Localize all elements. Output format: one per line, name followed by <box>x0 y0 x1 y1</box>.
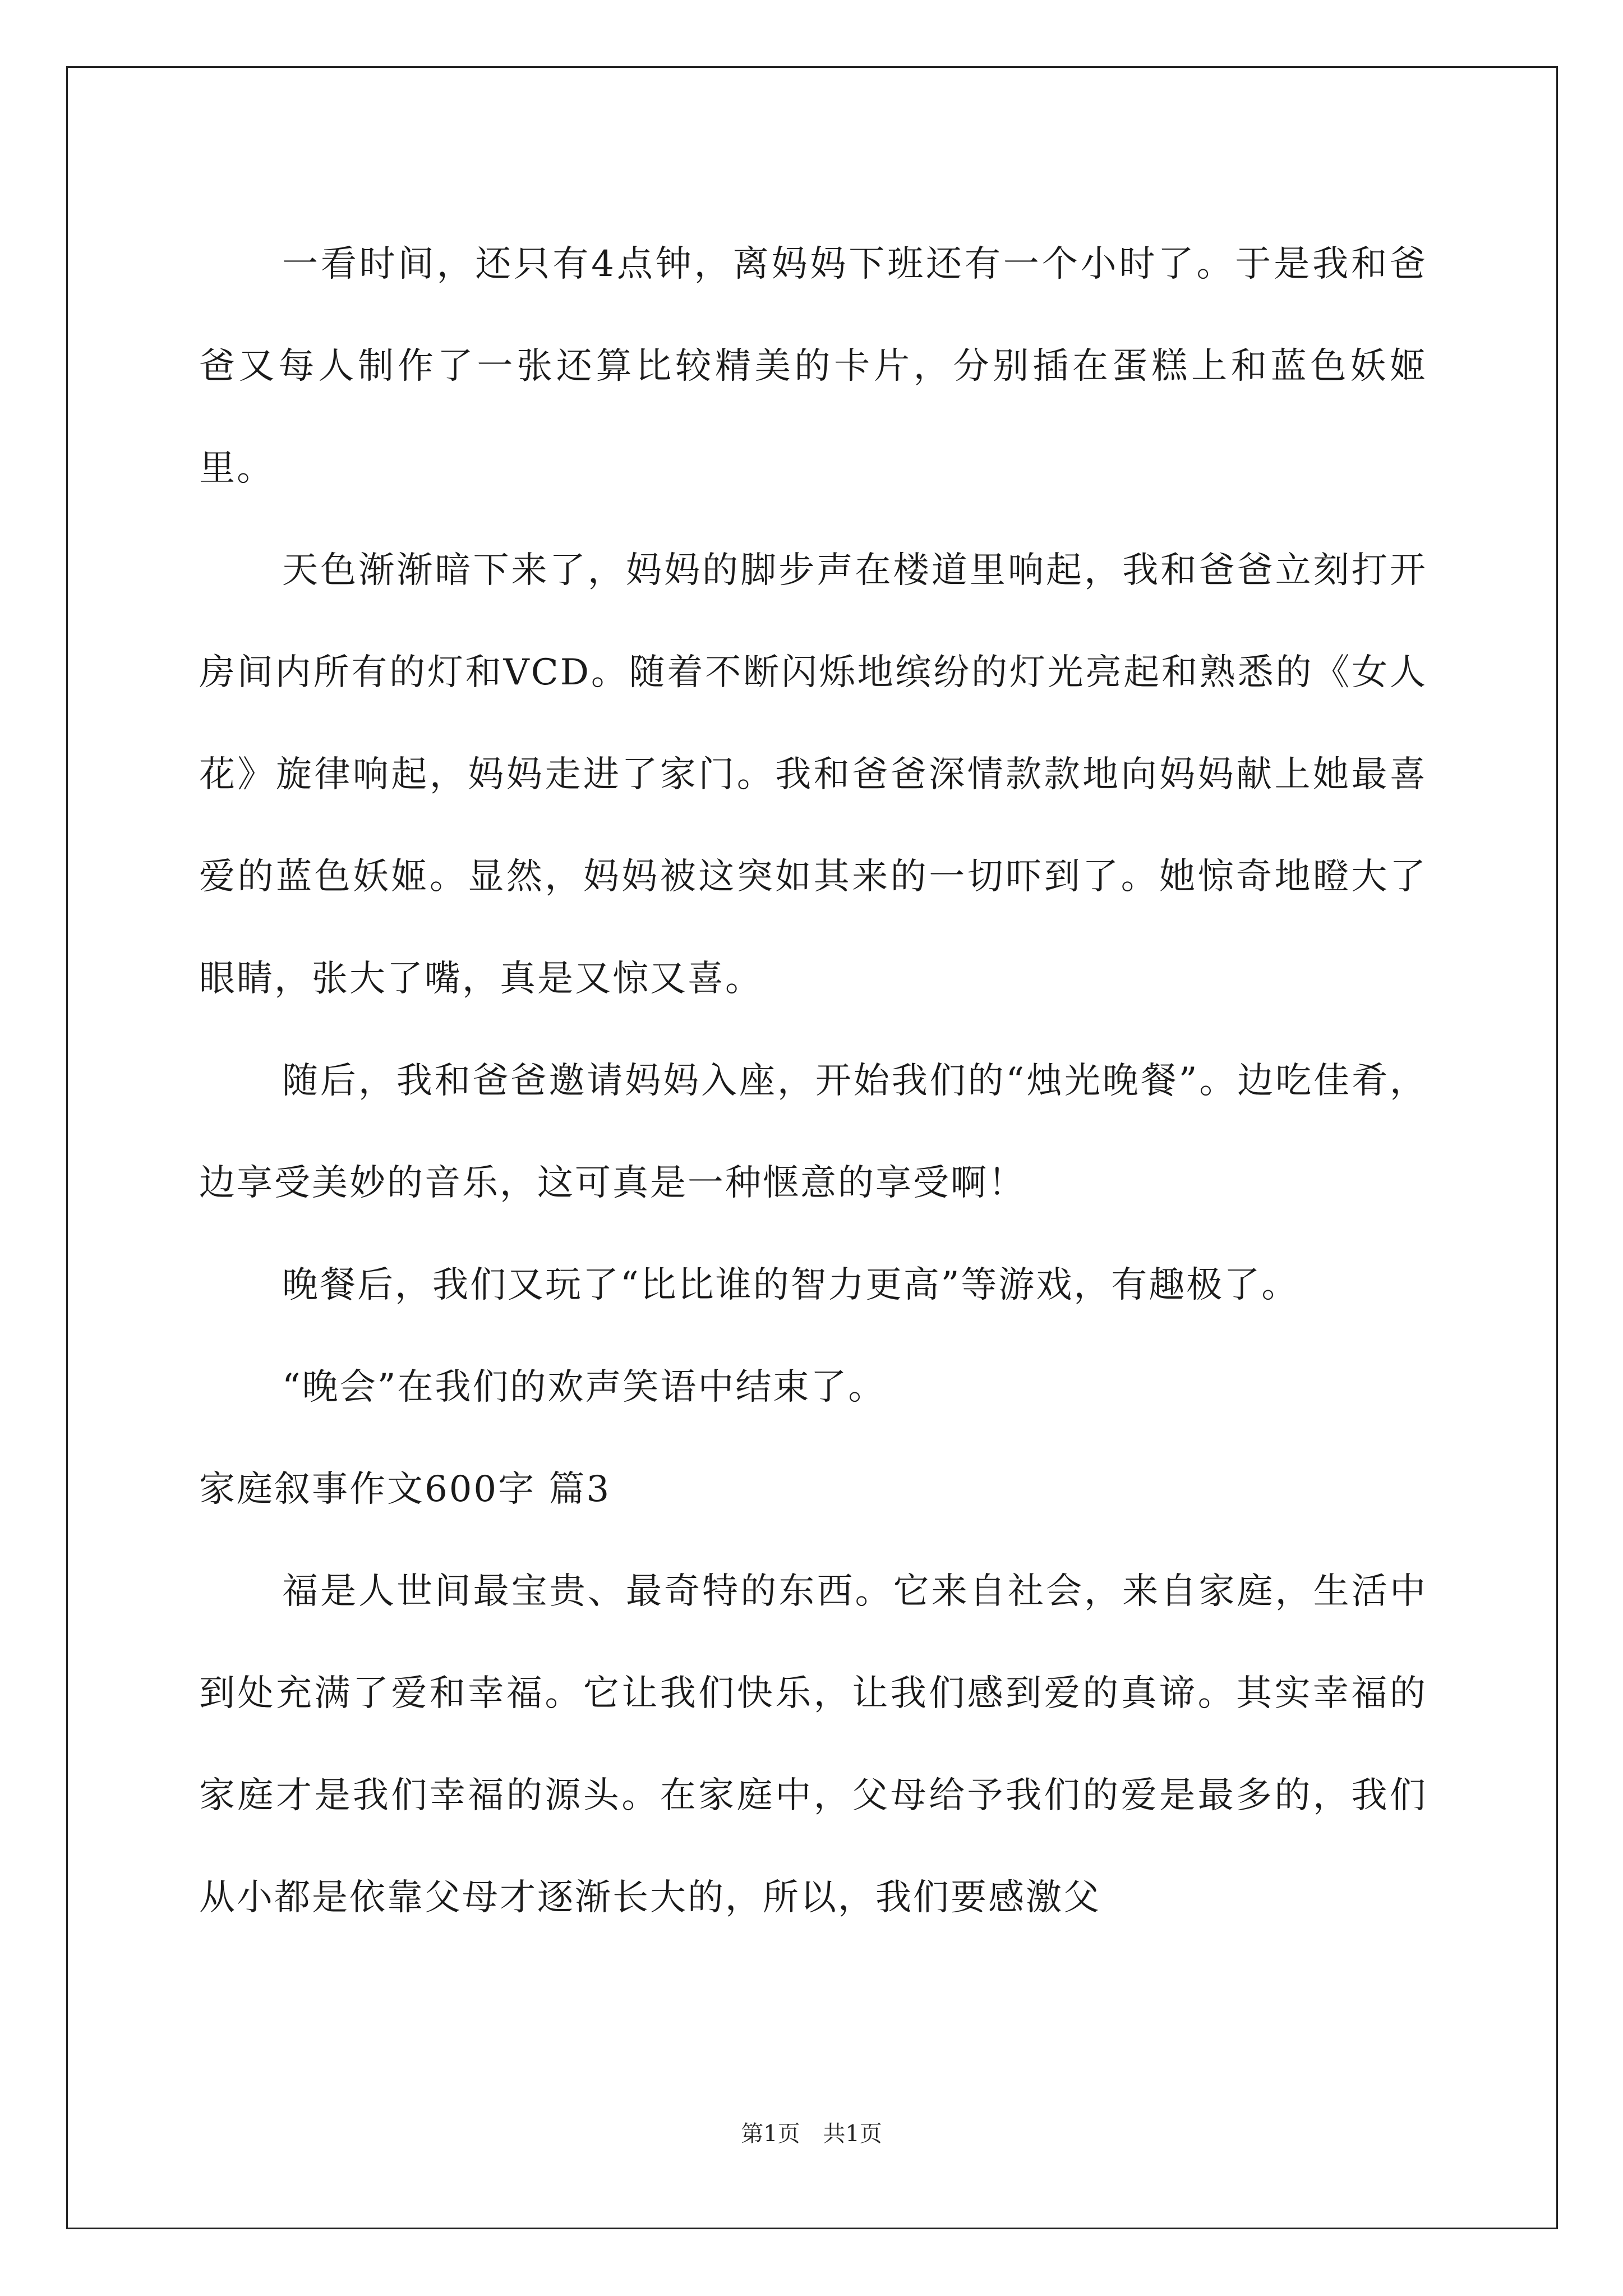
document-body <box>199 213 1427 1949</box>
paragraph: 随后，我和爸爸邀请妈妈入座，开始我们的“烛光晚餐”。边吃佳肴，边享受美妙的音乐，这可真是一种惬意的享受啊！ <box>199 1060 1427 1204</box>
paragraph: 晚餐后，我们又玩了“比比谁的智力更高”等游戏，有趣极了。 <box>282 1264 1299 1306</box>
paragraph: 天色渐渐暗下来了，妈妈的脚步声在楼道里响起，我和爸爸立刻打开房间内所有的灯和VCD。随着不断闪烁地缤纷的灯光亮起和熟悉的《女人花》旋律响起，妈妈走进了家门。我和爸爸深情款款地向妈妈献上她最喜爱的蓝色妖姬。显然，妈妈被这突如其来的一切吓到了。她惊奇地瞪大了眼睛，张大了嘴，真是又惊又喜。 <box>199 550 1427 1000</box>
section-heading: 家庭叙事作文600字 篇3 <box>199 1469 611 1510</box>
page-number: 第1页 <box>741 2121 800 2147</box>
page-footer <box>0 2116 1623 2148</box>
paragraph: 福是人世间最宝贵、最奇特的东西。它来自社会，来自家庭，生活中到处充满了爱和幸福。它让我们快乐，让我们感到爱的真谛。其实幸福的家庭才是我们幸福的源头。在家庭中，父母给予我们的爱是最多的，我们从小都是依靠父母才逐渐长大的，所以，我们要感激父 <box>199 1571 1427 1918</box>
paragraph: “晚会”在我们的欢声笑语中结束了。 <box>282 1366 886 1408</box>
paragraph: 一看时间，还只有4点钟，离妈妈下班还有一个小时了。于是我和爸爸又每人制作了一张还算比较精美的卡片，分别插在蛋糕上和蓝色妖姬里。 <box>199 243 1427 489</box>
page-total: 共1页 <box>823 2121 882 2147</box>
